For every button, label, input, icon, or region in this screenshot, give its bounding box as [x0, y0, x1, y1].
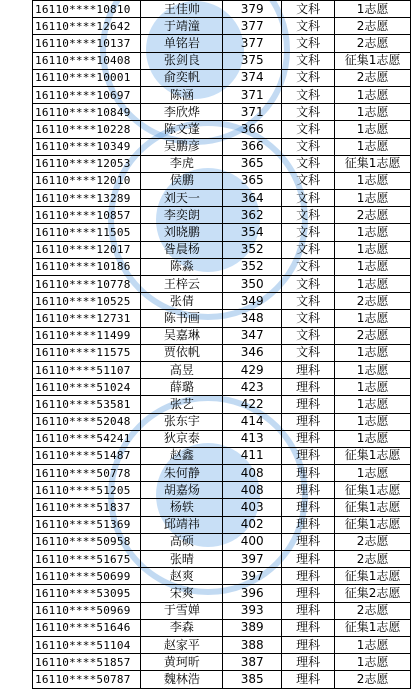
student-id-cell: 16110****12642: [33, 18, 141, 35]
volunteer-choice-cell: 1志愿: [335, 121, 411, 138]
table-row: [33, 568, 411, 585]
score-cell: 364: [223, 190, 282, 207]
student-name-cell: 朱何静: [141, 465, 223, 482]
subject-cell: 文科: [282, 224, 335, 241]
volunteer-choice-cell: 1志愿: [335, 241, 411, 258]
student-name-cell: 赵爽: [141, 568, 223, 585]
subject-cell: 文科: [282, 121, 335, 138]
admission-table: [32, 0, 411, 689]
table-row: [33, 310, 411, 327]
student-name-cell: 俞奕帆: [141, 69, 223, 86]
subject-cell: 文科: [282, 86, 335, 103]
student-id-cell: 16110****10137: [33, 35, 141, 52]
student-name-cell: 于雪婵: [141, 602, 223, 619]
student-name-cell: 李欣烨: [141, 104, 223, 121]
student-name-cell: 高硕: [141, 533, 223, 550]
score-cell: 362: [223, 207, 282, 224]
student-name-cell: 张艺: [141, 396, 223, 413]
table-row: [33, 293, 411, 310]
student-id-cell: 16110****51369: [33, 516, 141, 533]
student-name-cell: 薛璐: [141, 379, 223, 396]
student-name-cell: 张晴: [141, 551, 223, 568]
subject-cell: 文科: [282, 35, 335, 52]
subject-cell: 文科: [282, 155, 335, 172]
score-cell: 352: [223, 258, 282, 275]
subject-cell: 文科: [282, 172, 335, 189]
subject-cell: 文科: [282, 327, 335, 344]
volunteer-choice-cell: 1志愿: [335, 654, 411, 671]
student-id-cell: 16110****50787: [33, 671, 141, 688]
student-name-cell: 赵鑫: [141, 447, 223, 464]
student-id-cell: 16110****53095: [33, 585, 141, 602]
score-cell: 347: [223, 327, 282, 344]
volunteer-choice-cell: 2志愿: [335, 327, 411, 344]
score-cell: 385: [223, 671, 282, 688]
subject-cell: 理科: [282, 516, 335, 533]
volunteer-choice-cell: 1志愿: [335, 465, 411, 482]
student-name-cell: 高昱: [141, 361, 223, 378]
student-id-cell: 16110****52048: [33, 413, 141, 430]
subject-cell: 文科: [282, 1, 335, 18]
subject-cell: 文科: [282, 104, 335, 121]
volunteer-choice-cell: 征集2志愿: [335, 585, 411, 602]
student-name-cell: 王佳帅: [141, 1, 223, 18]
student-id-cell: 16110****12053: [33, 155, 141, 172]
subject-cell: 理科: [282, 465, 335, 482]
student-id-cell: 16110****10228: [33, 121, 141, 138]
student-id-cell: 16110****53581: [33, 396, 141, 413]
student-name-cell: 昝晨杨: [141, 241, 223, 258]
score-cell: 400: [223, 533, 282, 550]
student-id-cell: 16110****10857: [33, 207, 141, 224]
score-cell: 429: [223, 361, 282, 378]
student-name-cell: 邱靖祎: [141, 516, 223, 533]
volunteer-choice-cell: 1志愿: [335, 276, 411, 293]
volunteer-choice-cell: 1志愿: [335, 413, 411, 430]
student-name-cell: 刘晓鹏: [141, 224, 223, 241]
student-id-cell: 16110****11505: [33, 224, 141, 241]
score-cell: 411: [223, 447, 282, 464]
table-row: [33, 172, 411, 189]
student-id-cell: 16110****10697: [33, 86, 141, 103]
subject-cell: 理科: [282, 430, 335, 447]
subject-cell: 文科: [282, 258, 335, 275]
student-id-cell: 16110****54241: [33, 430, 141, 447]
student-id-cell: 16110****51857: [33, 654, 141, 671]
score-cell: 371: [223, 86, 282, 103]
table-row: [33, 190, 411, 207]
score-cell: 413: [223, 430, 282, 447]
volunteer-choice-cell: 1志愿: [335, 636, 411, 653]
volunteer-choice-cell: 1志愿: [335, 1, 411, 18]
volunteer-choice-cell: 征集1志愿: [335, 499, 411, 516]
student-id-cell: 16110****51646: [33, 619, 141, 636]
student-name-cell: 刘天一: [141, 190, 223, 207]
subject-cell: 理科: [282, 482, 335, 499]
student-name-cell: 王梓云: [141, 276, 223, 293]
student-name-cell: 李虎: [141, 155, 223, 172]
table-row: [33, 636, 411, 653]
volunteer-choice-cell: 征集1志愿: [335, 516, 411, 533]
table-row: [33, 602, 411, 619]
student-name-cell: 宋爽: [141, 585, 223, 602]
score-cell: 423: [223, 379, 282, 396]
subject-cell: 文科: [282, 69, 335, 86]
student-id-cell: 16110****10810: [33, 1, 141, 18]
student-name-cell: 陈淼: [141, 258, 223, 275]
student-id-cell: 16110****10408: [33, 52, 141, 69]
score-cell: 375: [223, 52, 282, 69]
table-row: [33, 327, 411, 344]
table-row: [33, 86, 411, 103]
subject-cell: 文科: [282, 241, 335, 258]
table-row: [33, 224, 411, 241]
student-id-cell: 16110****51024: [33, 379, 141, 396]
student-id-cell: 16110****50958: [33, 533, 141, 550]
subject-cell: 理科: [282, 619, 335, 636]
volunteer-choice-cell: 1志愿: [335, 310, 411, 327]
student-id-cell: 16110****50699: [33, 568, 141, 585]
table-row: [33, 430, 411, 447]
score-cell: 389: [223, 619, 282, 636]
table-row: [33, 516, 411, 533]
score-cell: 388: [223, 636, 282, 653]
volunteer-choice-cell: 征集1志愿: [335, 155, 411, 172]
table-row: [33, 276, 411, 293]
student-id-cell: 16110****10849: [33, 104, 141, 121]
student-name-cell: 胡嘉炀: [141, 482, 223, 499]
score-cell: 365: [223, 155, 282, 172]
volunteer-choice-cell: 征集1志愿: [335, 52, 411, 69]
table-row: [33, 533, 411, 550]
score-cell: 371: [223, 104, 282, 121]
score-cell: 387: [223, 654, 282, 671]
subject-cell: 理科: [282, 654, 335, 671]
student-name-cell: 赵家平: [141, 636, 223, 653]
table-row: [33, 585, 411, 602]
student-id-cell: 16110****12731: [33, 310, 141, 327]
volunteer-choice-cell: 2志愿: [335, 207, 411, 224]
table-row: [33, 344, 411, 361]
student-id-cell: 16110****51675: [33, 551, 141, 568]
score-cell: 349: [223, 293, 282, 310]
volunteer-choice-cell: 2志愿: [335, 533, 411, 550]
student-name-cell: 魏林浩: [141, 671, 223, 688]
student-name-cell: 吴嘉琳: [141, 327, 223, 344]
volunteer-choice-cell: 1志愿: [335, 344, 411, 361]
student-id-cell: 16110****10186: [33, 258, 141, 275]
score-cell: 352: [223, 241, 282, 258]
student-id-cell: 16110****50778: [33, 465, 141, 482]
table-row: [33, 1, 411, 18]
score-cell: 366: [223, 121, 282, 138]
volunteer-choice-cell: 2志愿: [335, 18, 411, 35]
volunteer-choice-cell: 征集1志愿: [335, 568, 411, 585]
score-cell: 377: [223, 18, 282, 35]
subject-cell: 文科: [282, 18, 335, 35]
table-row: [33, 241, 411, 258]
subject-cell: 理科: [282, 602, 335, 619]
score-cell: 408: [223, 465, 282, 482]
score-cell: 379: [223, 1, 282, 18]
volunteer-choice-cell: 1志愿: [335, 224, 411, 241]
table-row: [33, 551, 411, 568]
score-cell: 408: [223, 482, 282, 499]
student-name-cell: 杨轶: [141, 499, 223, 516]
table-row: [33, 138, 411, 155]
score-cell: 414: [223, 413, 282, 430]
volunteer-choice-cell: 1志愿: [335, 172, 411, 189]
volunteer-choice-cell: 2志愿: [335, 35, 411, 52]
table-row: [33, 121, 411, 138]
student-name-cell: 张倩: [141, 293, 223, 310]
volunteer-choice-cell: 2志愿: [335, 602, 411, 619]
table-row: [33, 155, 411, 172]
table-row: [33, 465, 411, 482]
student-name-cell: 吴鹏彦: [141, 138, 223, 155]
student-id-cell: 16110****51104: [33, 636, 141, 653]
score-cell: 377: [223, 35, 282, 52]
volunteer-choice-cell: 1志愿: [335, 396, 411, 413]
volunteer-choice-cell: 征集1志愿: [335, 482, 411, 499]
volunteer-choice-cell: 1志愿: [335, 379, 411, 396]
score-cell: 396: [223, 585, 282, 602]
subject-cell: 文科: [282, 52, 335, 69]
score-cell: 397: [223, 551, 282, 568]
subject-cell: 文科: [282, 190, 335, 207]
student-name-cell: 贾依帆: [141, 344, 223, 361]
volunteer-choice-cell: 1志愿: [335, 258, 411, 275]
volunteer-choice-cell: 1志愿: [335, 86, 411, 103]
student-id-cell: 16110****51837: [33, 499, 141, 516]
student-name-cell: 李森: [141, 619, 223, 636]
student-name-cell: 张剑良: [141, 52, 223, 69]
subject-cell: 理科: [282, 533, 335, 550]
student-name-cell: 李奕朗: [141, 207, 223, 224]
student-name-cell: 陈文蓬: [141, 121, 223, 138]
score-cell: 397: [223, 568, 282, 585]
student-id-cell: 16110****11575: [33, 344, 141, 361]
table-row: [33, 379, 411, 396]
student-id-cell: 16110****10778: [33, 276, 141, 293]
subject-cell: 文科: [282, 138, 335, 155]
student-name-cell: 侯鹏: [141, 172, 223, 189]
table-row: [33, 207, 411, 224]
student-id-cell: 16110****10001: [33, 69, 141, 86]
volunteer-choice-cell: 征集1志愿: [335, 447, 411, 464]
student-id-cell: 16110****13289: [33, 190, 141, 207]
subject-cell: 理科: [282, 361, 335, 378]
table-row: [33, 413, 411, 430]
table-row: [33, 35, 411, 52]
table-row: [33, 69, 411, 86]
table-row: [33, 447, 411, 464]
student-name-cell: 陈涵: [141, 86, 223, 103]
volunteer-choice-cell: 2志愿: [335, 293, 411, 310]
subject-cell: 理科: [282, 551, 335, 568]
student-id-cell: 16110****10525: [33, 293, 141, 310]
subject-cell: 理科: [282, 447, 335, 464]
student-id-cell: 16110****12017: [33, 241, 141, 258]
table-row: [33, 654, 411, 671]
student-id-cell: 16110****12010: [33, 172, 141, 189]
score-cell: 366: [223, 138, 282, 155]
student-id-cell: 16110****50969: [33, 602, 141, 619]
subject-cell: 理科: [282, 499, 335, 516]
subject-cell: 文科: [282, 344, 335, 361]
volunteer-choice-cell: 1志愿: [335, 190, 411, 207]
score-cell: 346: [223, 344, 282, 361]
table-row: [33, 396, 411, 413]
table-row: [33, 18, 411, 35]
table-row: [33, 52, 411, 69]
student-name-cell: 单铭岩: [141, 35, 223, 52]
subject-cell: 理科: [282, 396, 335, 413]
table-row: [33, 104, 411, 121]
student-id-cell: 16110****51487: [33, 447, 141, 464]
volunteer-choice-cell: 1志愿: [335, 138, 411, 155]
table-row: [33, 258, 411, 275]
subject-cell: 理科: [282, 379, 335, 396]
volunteer-choice-cell: 1志愿: [335, 361, 411, 378]
subject-cell: 理科: [282, 585, 335, 602]
volunteer-choice-cell: 征集1志愿: [335, 619, 411, 636]
student-name-cell: 于靖潼: [141, 18, 223, 35]
score-cell: 348: [223, 310, 282, 327]
score-cell: 403: [223, 499, 282, 516]
volunteer-choice-cell: 1志愿: [335, 430, 411, 447]
table-row: [33, 671, 411, 688]
student-name-cell: 狄京泰: [141, 430, 223, 447]
subject-cell: 理科: [282, 568, 335, 585]
score-cell: 374: [223, 69, 282, 86]
student-name-cell: 张东宇: [141, 413, 223, 430]
score-cell: 402: [223, 516, 282, 533]
table-row: [33, 619, 411, 636]
subject-cell: 文科: [282, 276, 335, 293]
table-row: [33, 482, 411, 499]
volunteer-choice-cell: 2志愿: [335, 551, 411, 568]
score-cell: 365: [223, 172, 282, 189]
score-cell: 422: [223, 396, 282, 413]
table-row: [33, 361, 411, 378]
subject-cell: 文科: [282, 310, 335, 327]
score-cell: 393: [223, 602, 282, 619]
student-id-cell: 16110****10349: [33, 138, 141, 155]
subject-cell: 文科: [282, 293, 335, 310]
student-id-cell: 16110****51205: [33, 482, 141, 499]
student-id-cell: 16110****51107: [33, 361, 141, 378]
subject-cell: 理科: [282, 671, 335, 688]
volunteer-choice-cell: 2志愿: [335, 671, 411, 688]
table-row: [33, 499, 411, 516]
volunteer-choice-cell: 1志愿: [335, 104, 411, 121]
student-name-cell: 陈书画: [141, 310, 223, 327]
student-id-cell: 16110****11499: [33, 327, 141, 344]
volunteer-choice-cell: 2志愿: [335, 69, 411, 86]
subject-cell: 理科: [282, 636, 335, 653]
subject-cell: 理科: [282, 413, 335, 430]
subject-cell: 文科: [282, 207, 335, 224]
score-cell: 350: [223, 276, 282, 293]
student-name-cell: 黄珂昕: [141, 654, 223, 671]
score-cell: 354: [223, 224, 282, 241]
